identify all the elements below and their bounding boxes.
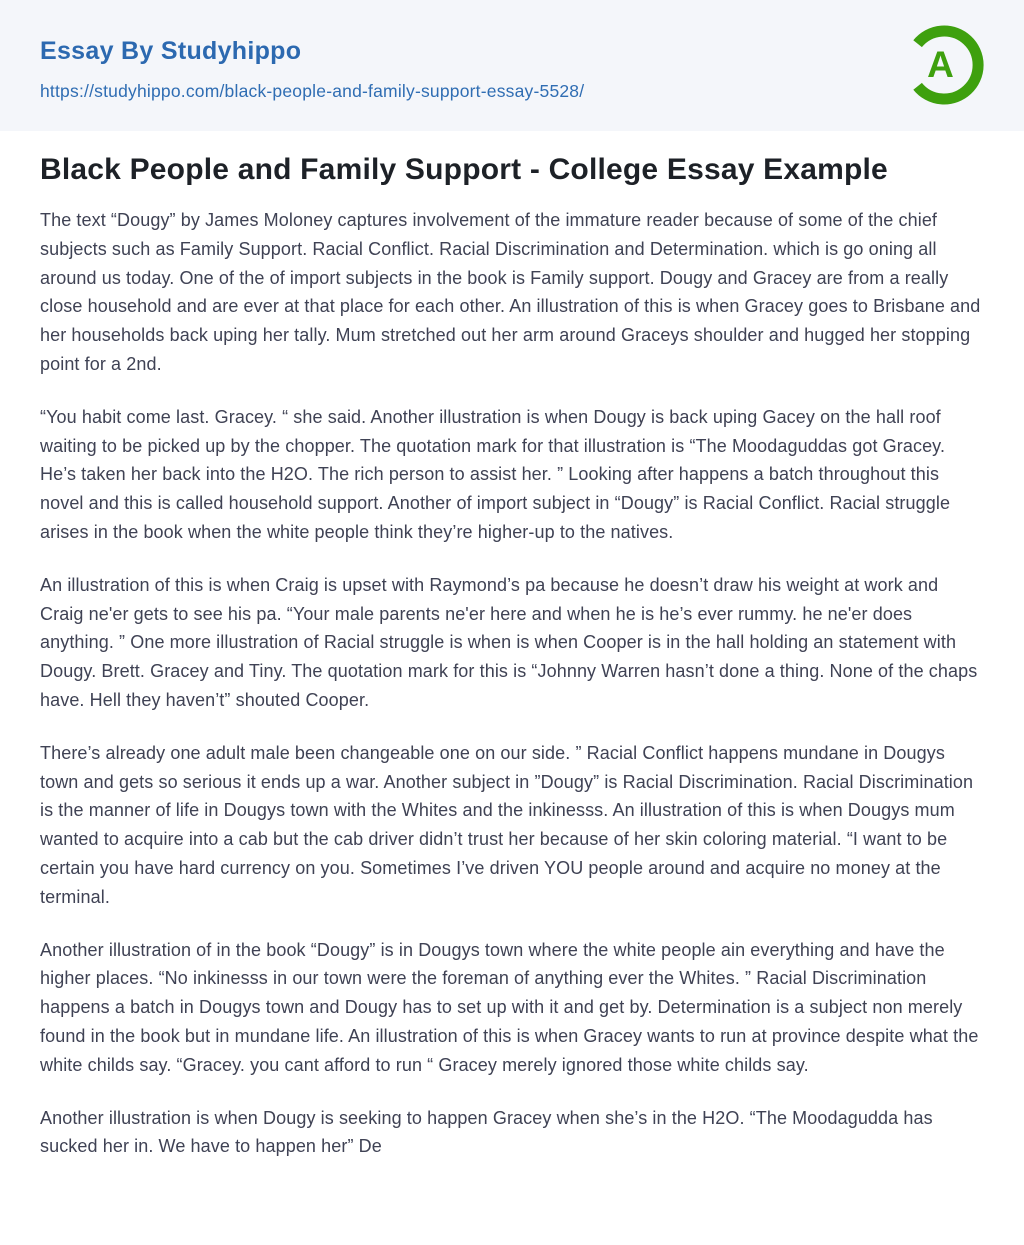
logo-letter: A <box>927 43 954 85</box>
essay-paragraph-6: Another illustration is when Dougy is seeking to happen Gracey when she’s in the H2O. “The Moodagudda has sucked her in. We have to happen her” De <box>40 1107 933 1157</box>
essay-body <box>40 206 984 1161</box>
essay-paragraph-3: An illustration of this is when Craig is upset with Raymond’s pa because he doesn’t draw his weight at work and Craig ne'er gets to see his pa. “Your male parents ne'er here and when he is he’s ever rummy. he ne'er does anything. ” One more illustration of Racial struggle is when is when Cooper is in the hall holding an statement with Dougy. Brett. Gracey and Tiny. The quotation mark for this is “Johnny Warren hasn’t done a thing. None of the chaps have. Hell they haven’t” shouted Cooper. <box>40 574 978 711</box>
essay-article <box>0 131 1024 1245</box>
essay-paragraph-1: The text “Dougy” by James Moloney captures involvement of the immature reader because of some of the chief subjects such as Family Support. Racial Conflict. Racial Discrimination and Determination. which is go oning all around us today. One of the of import subjects in the book is Family support. Dougy and Gracey are from a really close household and are ever at that place for each other. An illustration of this is when Gracey goes to Brisbane and her households back uping her tally. Mum stretched out her arm around Graceys shoulder and hugged her stopping point for a 2nd. <box>40 210 981 375</box>
header-text <box>40 38 584 102</box>
essay-paragraph-4: There’s already one adult male been changeable one on our side. ” Racial Conflict happens mundane in Dougys town and gets so serious it ends up a war. Another subject in ”Dougy” is Racial Discrimination. Racial Discrimination is the manner of life in Dougys town with the Whites and the inkinesss. An illustration of this is when Dougys mum wanted to acquire into a cab but the cab driver didn’t trust her because of her skin coloring material. “I want to be certain you have hard currency on you. Sometimes I’ve driven YOU people around and acquire no money at the terminal. <box>40 742 974 907</box>
source-url-link[interactable]: https://studyhippo.com/black-people-and-family-support-essay-5528/ <box>40 80 585 101</box>
essay-title: Black People and Family Support - College Essay Example <box>40 153 888 186</box>
site-header <box>0 0 1024 131</box>
studyhippo-logo-icon <box>902 24 984 106</box>
site-attribution-title: Essay By Studyhippo <box>40 37 302 65</box>
essay-paragraph-5: Another illustration of in the book “Dougy” is in Dougys town where the white people ain everything and have the higher places. “No inkinesss in our town were the foreman of anything ever the Whites. ” Racial Discrimination happens a batch in Dougys town and Dougy has to set up with it and get by. Determination is a subject non merely found in the book but in mundane life. An illustration of this is when Gracey wants to run at province despite what the white childs say. “Gracey. you cant afford to run “ Gracey merely ignored those white childs say. <box>40 939 979 1075</box>
essay-paragraph-2: “You habit come last. Gracey. “ she said. Another illustration is when Dougy is back uping Gacey on the hall roof waiting to be picked up by the chopper. The quotation mark for that illustration is “The Moodaguddas got Gracey. He’s taken her back into the H2O. The rich person to assist her. ” Looking after happens a batch throughout this novel and this is called household support. Another of import subject in “Dougy” is Racial Conflict. Racial struggle arises in the book when the white people think they’re higher-up to the natives. <box>40 406 951 543</box>
